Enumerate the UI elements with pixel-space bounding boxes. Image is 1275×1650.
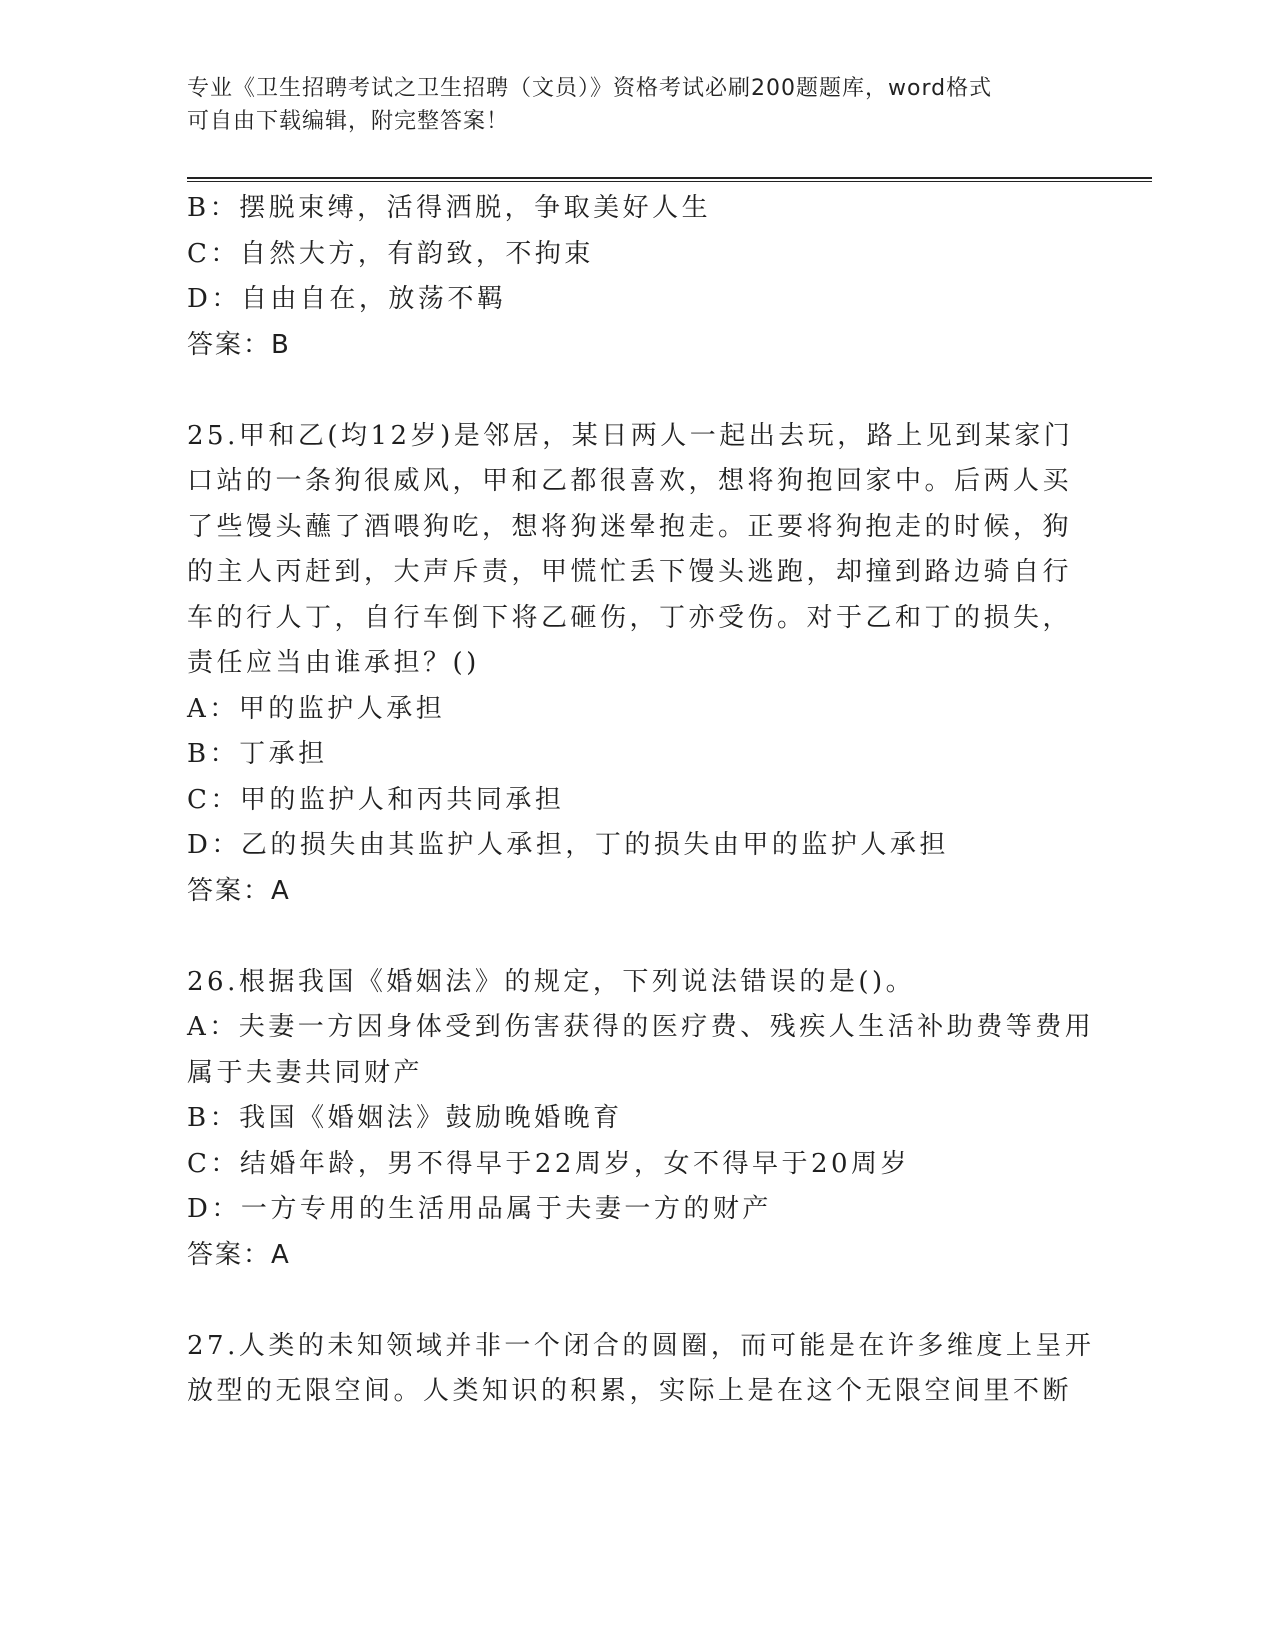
- q26-option-b: B：我国《婚姻法》鼓励晚婚晚育: [187, 1103, 623, 1133]
- spacer: [187, 1278, 1082, 1324]
- q25-option-d: D：乙的损失由其监护人承担，丁的损失由甲的监护人承担: [187, 830, 949, 860]
- q24-option-b: B：摆脱束缚，活得洒脱，争取美好人生: [187, 193, 712, 223]
- q24-option-d: D：自由自在，放荡不羁: [187, 284, 507, 314]
- question-24-tail: [187, 186, 1082, 368]
- page-header: [187, 72, 1067, 138]
- q27-stem-line-1: 27.人类的未知领域并非一个闭合的圆圈，而可能是在许多维度上呈开: [187, 1330, 1095, 1361]
- spacer: [187, 914, 1082, 960]
- q25-stem-line-6: 责任应当由谁承担？(): [187, 648, 480, 678]
- q24-option-c: C：自然大方，有韵致，不拘束: [187, 238, 594, 269]
- document-body: [187, 186, 1095, 1415]
- header-line-1: 专业《卫生招聘考试之卫生招聘（文员）》资格考试必刷200题题库，word格式: [187, 76, 993, 101]
- q25-option-a: A：甲的监护人承担: [187, 693, 446, 724]
- q25-stem-line-5: 车的行人丁，自行车倒下将乙砸伤，丁亦受伤。对于乙和丁的损失，: [187, 602, 1073, 633]
- q25-option-c: C：甲的监护人和丙共同承担: [187, 784, 565, 815]
- question-27: [187, 1324, 1095, 1415]
- q25-stem-line-2: 口站的一条狗很威风，甲和乙都很喜欢，想将狗抱回家中。后两人买: [187, 466, 1073, 496]
- q26-option-a-line-1: A：夫妻一方因身体受到伤害获得的医疗费、残疾人生活补助费等费用: [187, 1012, 1095, 1042]
- q25-answer: 答案：A: [187, 875, 291, 906]
- question-25: [187, 414, 1082, 915]
- q27-stem-line-2: 放型的无限空间。人类知识的积累，实际上是在这个无限空间里不断: [187, 1376, 1073, 1406]
- question-26: [187, 960, 1095, 1279]
- q26-answer: 答案：A: [187, 1239, 291, 1270]
- q25-stem-line-1: 25.甲和乙(均12岁)是邻居，某日两人一起出去玩，路上见到某家门: [187, 420, 1074, 451]
- q26-option-c: C：结婚年龄，男不得早于22周岁，女不得早于20周岁: [187, 1148, 911, 1179]
- q25-stem-line-3: 了些馒头蘸了酒喂狗吃，想将狗迷晕抱走。正要将狗抱走的时候，狗: [187, 511, 1073, 542]
- q26-option-a-line-2: 属于夫妻共同财产: [187, 1057, 424, 1088]
- q26-stem: 26.根据我国《婚姻法》的规定，下列说法错误的是()。: [187, 966, 916, 997]
- q25-stem-line-4: 的主人丙赶到，大声斥责，甲慌忙丢下馒头逃跑，却撞到路边骑自行: [187, 557, 1073, 587]
- q25-option-b: B：丁承担: [187, 739, 328, 769]
- header-line-2: 可自由下载编辑，附完整答案！: [187, 109, 510, 134]
- q24-answer: 答案：B: [187, 329, 291, 360]
- header-divider: [187, 177, 1152, 182]
- spacer: [187, 368, 1082, 414]
- q26-option-d: D：一方专用的生活用品属于夫妻一方的财产: [187, 1194, 772, 1224]
